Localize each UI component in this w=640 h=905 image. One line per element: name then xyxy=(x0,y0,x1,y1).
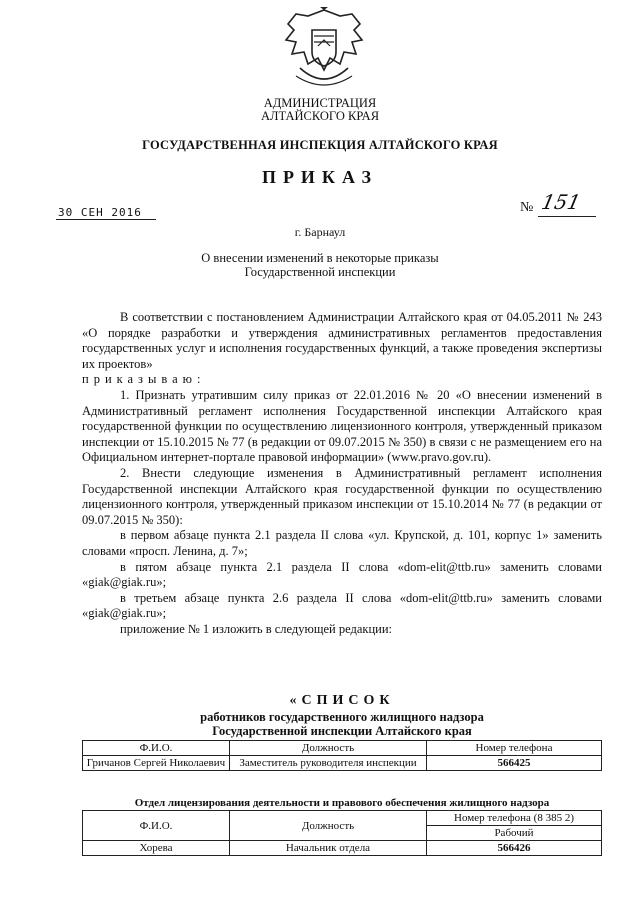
col-phone-work: Рабочий xyxy=(427,826,602,841)
admin-line-1: АДМИНИСТРАЦИЯ xyxy=(263,96,377,110)
coat-of-arms-icon xyxy=(278,6,370,92)
prikazyvayu: приказываю: xyxy=(82,372,206,387)
col-phone: Номер телефона (8 385 2) xyxy=(427,811,602,826)
paragraph-5: в пятом абзаце пункта 2.1 раздела II слова «dom-elit@ttb.ru» заменить словами «giak@giak.ru»; xyxy=(82,559,602,590)
table-row xyxy=(83,841,602,856)
header-admin xyxy=(0,97,640,123)
list-subtitle-2: Государственной инспекции Алтайского края xyxy=(212,724,472,738)
col-fio: Ф.И.О. xyxy=(83,811,230,841)
col-position: Должность xyxy=(230,741,427,756)
section-title: Отдел лицензирования деятельности и правового обеспечения жилищного надзора xyxy=(134,797,550,809)
col-phone: Номер телефона xyxy=(427,741,602,756)
staff-table-2 xyxy=(82,810,602,856)
doc-date: 30 СЕН 2016 xyxy=(58,206,142,219)
list-subtitle xyxy=(82,710,602,738)
number-label: № xyxy=(520,200,534,215)
staff-table-1 xyxy=(82,740,602,771)
admin-line-2: АЛТАЙСКОГО КРАЯ xyxy=(260,109,380,123)
cell-fio: Хорева xyxy=(83,841,230,856)
cell-fio: Гричанов Сергей Николаевич xyxy=(83,756,230,771)
doc-subject xyxy=(0,252,640,279)
paragraph-3: 2. Внести следующие изменения в Административный регламент исполнения Государственной инспекции Алтайского края государственной функции по осуществлению лицензионного контроля, утвержденный приказом инспекции от 15.10.2014 № 77 (в редакции от 09.07.2015 № 350): xyxy=(82,465,602,527)
doc-type: ПРИКАЗ xyxy=(261,167,379,187)
date-underline xyxy=(56,219,156,220)
list-subtitle-1: работников государственного жилищного надзора xyxy=(200,710,484,724)
col-position: Должность xyxy=(230,811,427,841)
paragraph-2: 1. Признать утратившим силу приказ от 22.01.2016 № 20 «О внесении изменений в Административный регламент исполнения Государственной инспекции Алтайского края государственной функции по осуществлению лицензионного контроля, утвержденный приказом инспекции от 15.10.2015 № 77 (в редакции от 09.07.2015 № 350) в связи с не размещением его на Официальном интернет-портале правовой информации» (www.pravo.gov.ru). xyxy=(82,387,602,465)
paragraph-4: в первом абзаце пункта 2.1 раздела II слова «ул. Крупской, д. 101, корпус 1» заменить словами «просп. Ленина, д. 7»; xyxy=(82,528,602,558)
table-header-row xyxy=(83,741,602,756)
cell-phone: 566426 xyxy=(427,841,602,856)
paragraph-6: в третьем абзаце пункта 2.6 раздела II слова «dom-elit@ttb.ru» заменить словами «giak@giak.ru»; xyxy=(82,590,602,621)
cell-position: Заместитель руководителя инспекции xyxy=(230,756,427,771)
number-underline xyxy=(538,216,596,217)
subject-line-2: Государственной инспекции xyxy=(244,264,396,279)
city: г. Барнаул xyxy=(294,225,346,239)
paragraph-1: В соответствии с постановлением Администрации Алтайского края от 04.05.2011 № 243 «О порядке разработки и утверждения административных регламентов предоставления государственных услуг и исполнения государственных функций, а также проведения экспертизы их проектов» xyxy=(82,310,602,371)
doc-body xyxy=(82,310,602,637)
inspection-name: ГОСУДАРСТВЕННАЯ ИНСПЕКЦИЯ АЛТАЙСКОГО КРАЯ xyxy=(142,138,498,152)
cell-phone: 566425 xyxy=(427,756,602,771)
doc-number: 151 xyxy=(539,190,583,214)
cell-position: Начальник отдела xyxy=(230,841,427,856)
table-row xyxy=(83,756,602,771)
paragraph-7: приложение № 1 изложить в следующей редакции: xyxy=(120,621,393,636)
subject-line-1: О внесении изменений в некоторые приказы xyxy=(201,251,439,265)
list-title: «СПИСОК xyxy=(289,693,395,708)
table-header-row xyxy=(83,811,602,826)
col-fio: Ф.И.О. xyxy=(83,741,230,756)
